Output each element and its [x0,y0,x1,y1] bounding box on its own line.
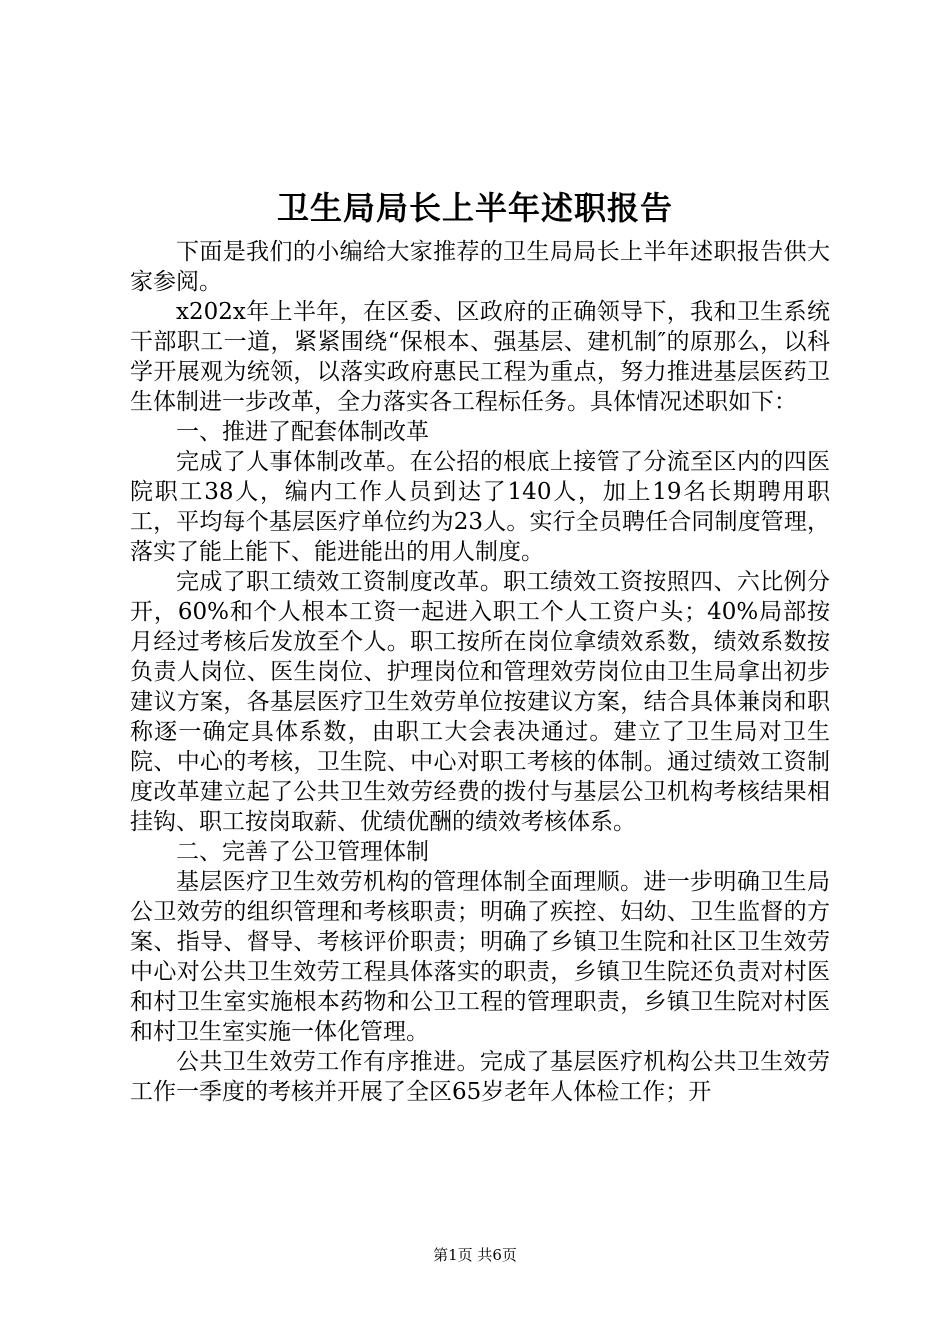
paragraph-intro: 下面是我们的小编给大家推荐的卫生局局长上半年述职报告供大家参阅。 [130,239,830,295]
page-footer: 第1页 共6页 [433,1246,517,1264]
paragraph-overview: x202x年上半年，在区委、区政府的正确领导下，我和卫生系统干部职工一道，紧紧围绕“保根本、强基层、建机制″的原那么，以科学开展观为统领，以落实政府惠民工程为重点，努力推进基层医药卫生体制进一步改革，全力落实各工程标任务。具体情况述职如下： [130,299,830,415]
paragraph-management-system: 基层医疗卫生效劳机构的管理体制全面理顺。进一步明确卫生局公卫效劳的组织管理和考核职责；明确了疾控、妇幼、卫生监督的方案、指导、督导、考核评价职责；明确了乡镇卫生院和社区卫生效劳中心对公共卫生效劳工程具体落实的职责，乡镇卫生院还负责对村医和村卫生室实施根本药物和公卫工程的管理职责，乡镇卫生院对村医和村卫生室实施一体化管理。 [130,869,830,1045]
section-heading-1: 一、推进了配套体制改革 [176,419,429,445]
paragraph-personnel-reform: 完成了人事体制改革。在公招的根底上接管了分流至区内的四医院职工38人，编内工作人员到达了140人，加上19名长期聘用职工，平均每个基层医疗单位约为23人。实行全员聘任合同制度管理，落实了能上能下、能进能出的用人制度。 [130,449,830,565]
paragraph-salary-reform: 完成了职工绩效工资制度改革。职工绩效工资按照四、六比例分开，60%和个人根本工资一起进入职工个人工资户头；40%局部按月经过考核后发放至个人。职工按所在岗位拿绩效系数，绩效系数按负责人岗位、医生岗位、护理岗位和管理效劳岗位由卫生局拿出初步建议方案，各基层医疗卫生效劳单位按建议方案，结合具体兼岗和职称逐一确定具体系数，由职工大会表决通过。建立了卫生局对卫生院、中心的考核，卫生院、中心对职工考核的体制。通过绩效工资制度改革建立起了公共卫生效劳经费的拨付与基层公卫机构考核结果相挂钩、职工按岗取薪、优绩优酬的绩效考核体系。 [130,569,830,835]
document-body [130,237,830,1107]
document-title: 卫生局局长上半年述职报告 [276,189,673,227]
section-heading-2: 二、完善了公卫管理体制 [176,839,429,865]
paragraph-public-health-service: 公共卫生效劳工作有序推进。完成了基层医疗机构公共卫生效劳工作一季度的考核并开展了全区65岁老年人体检工作；开 [130,1049,830,1105]
